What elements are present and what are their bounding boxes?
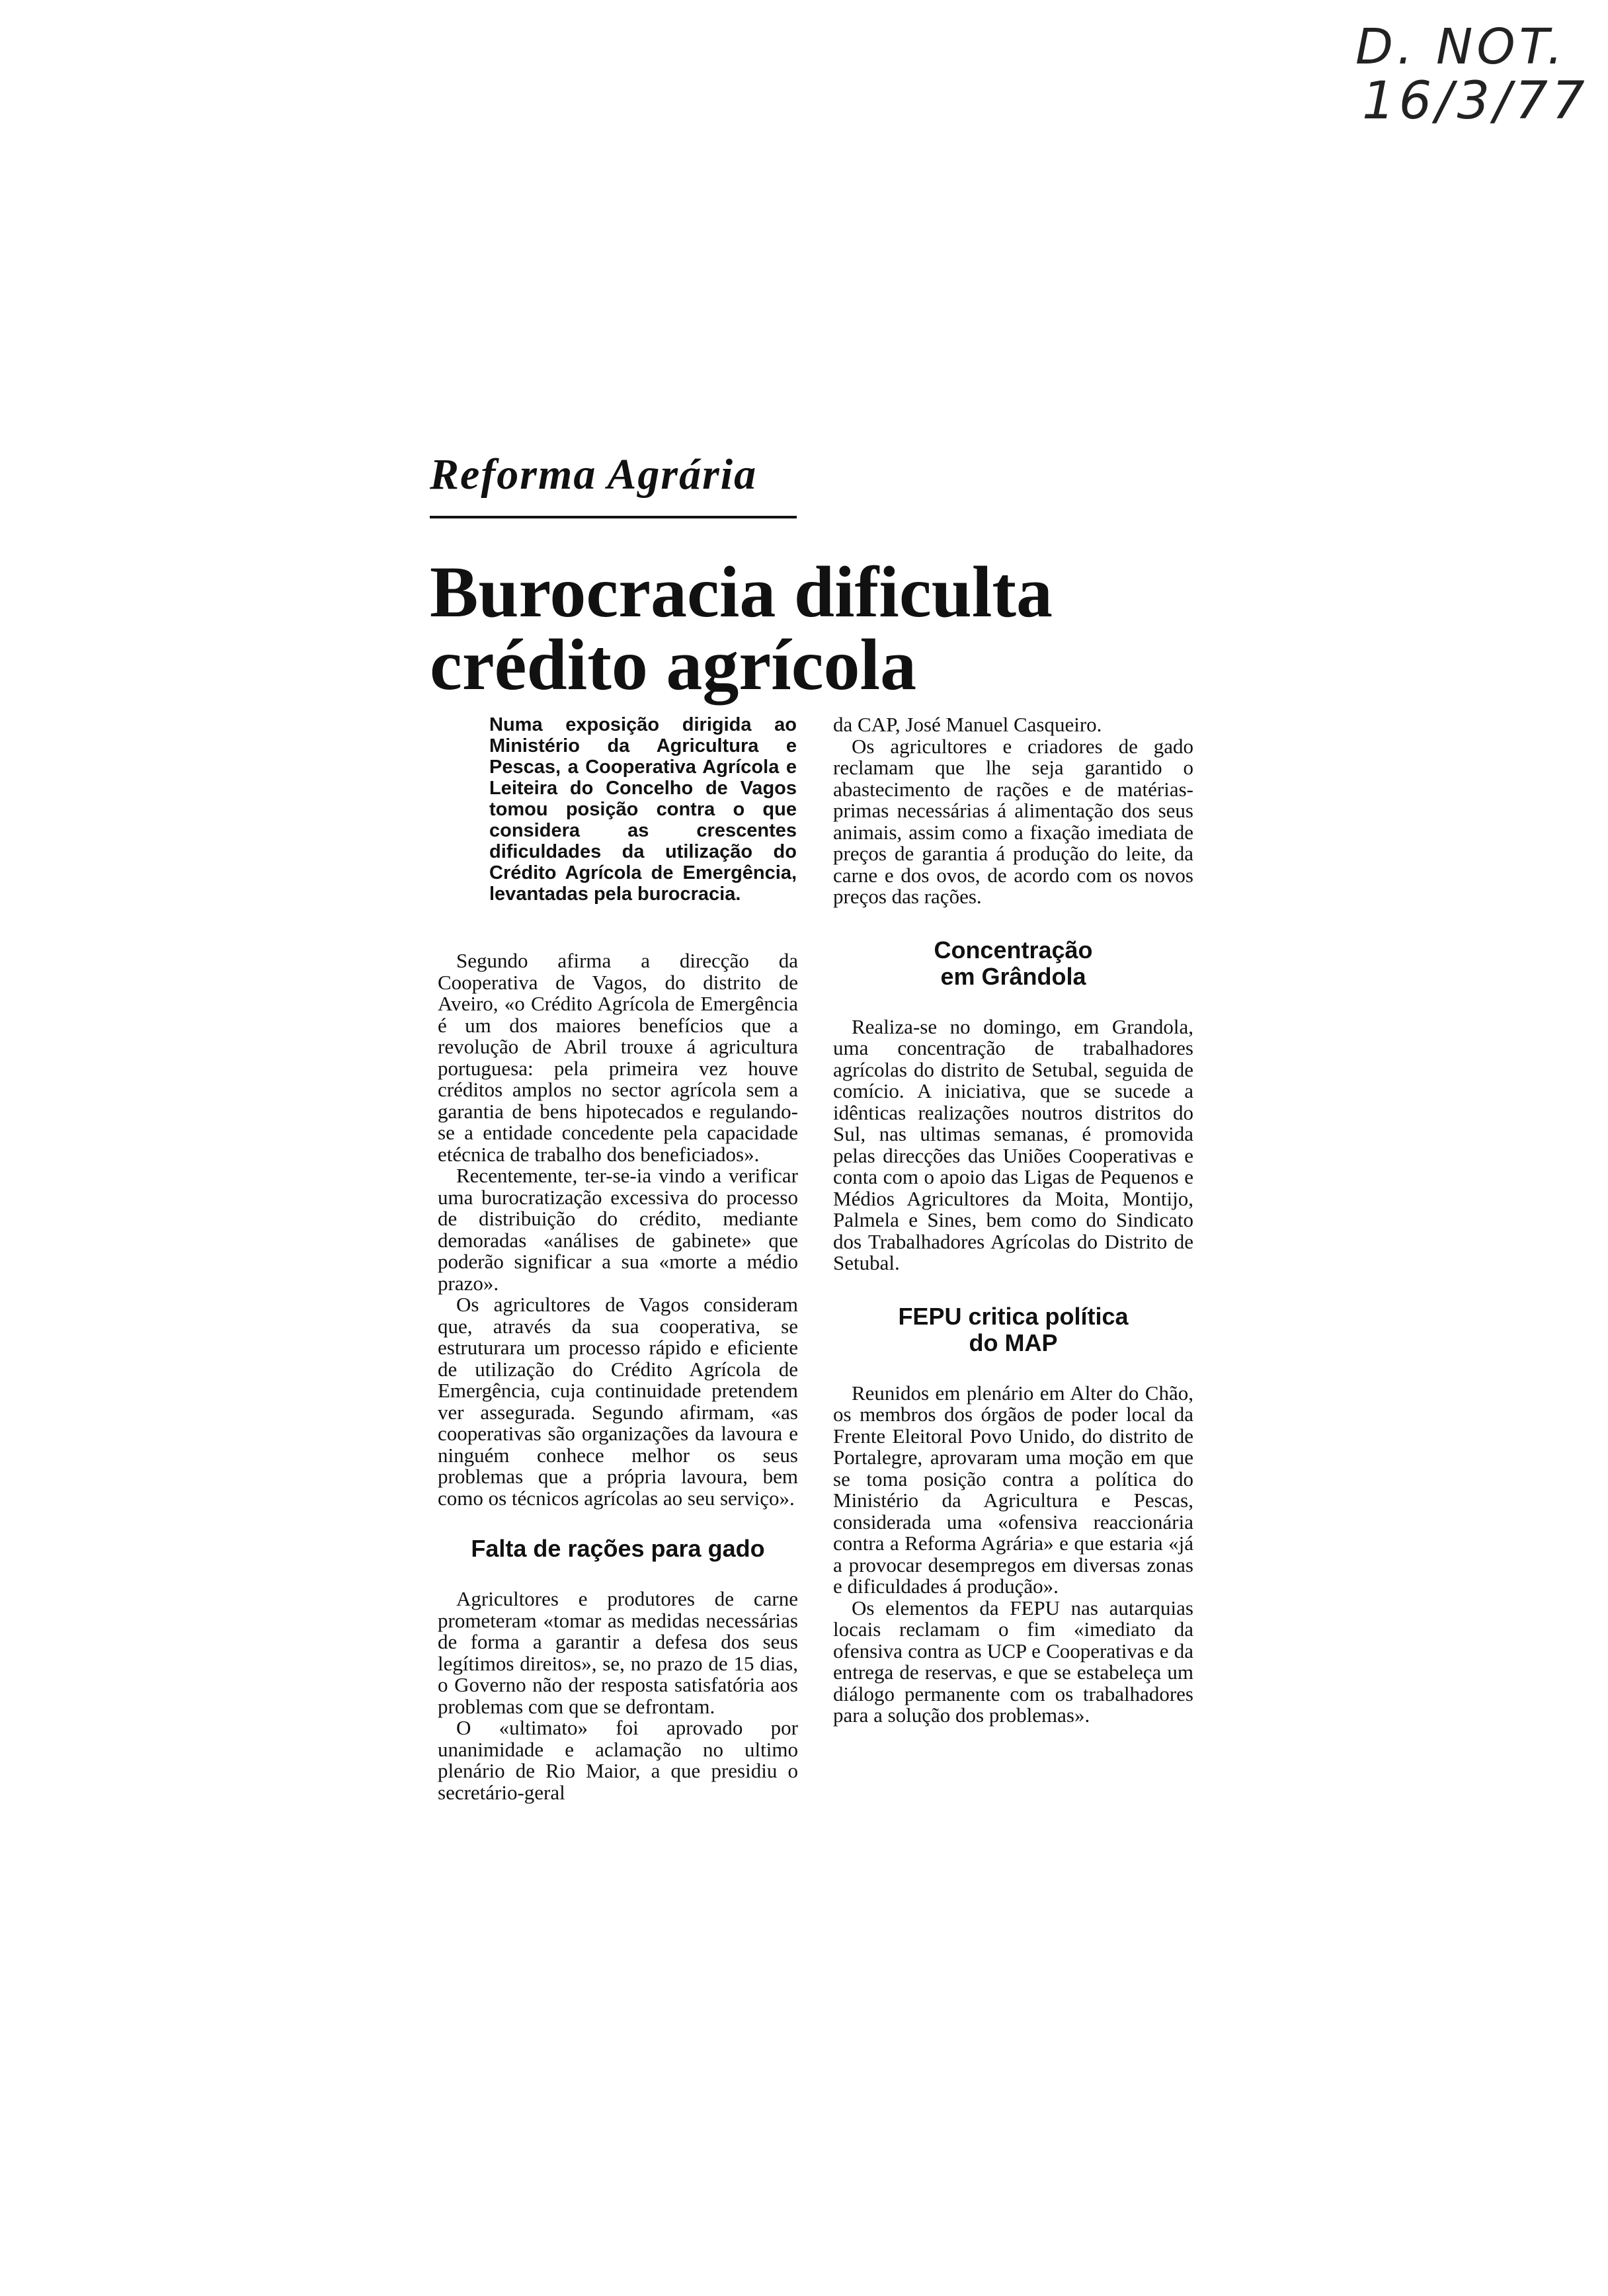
paragraph: Agricultores e produtores de carne prometeram «tomar as medidas necessárias de forma a garantir a defesa dos seus legítimos direitos», se, no prazo de 15 dias, o Governo não der resposta satisfatória aos problemas com que se defrontam. [438, 1587, 798, 1718]
article-headline [430, 552, 1124, 705]
kicker-underline [430, 516, 797, 518]
section-kicker: Reforma Agrária [430, 450, 758, 499]
right-column [833, 714, 1193, 1727]
paragraph: Os agricultores de Vagos consideram que, através da sua cooperativa, se estruturara um processo rápido e eficiente de utilização do Crédito Agrícola de Emergência, cuja continuidade pretendem ver assegurada. Segundo afirmam, «as cooperativas são organizações da lavoura e ninguém conhece melhor os seus problemas que a própria lavoura, bem como os técnicos agrícolas ao seu serviço». [438, 1293, 798, 1510]
handwritten-date-note: 16/3/77 [1362, 71, 1589, 131]
subheading-line-1: FEPU critica política [898, 1302, 1129, 1330]
subheading-fepu [833, 1303, 1193, 1356]
paragraph: Os agricultores e criadores de gado reclamam que lhe seja garantido o abastecimento de rações e de matérias-primas necessárias á alimentação dos seus animais, assim como a fixação imediata de preços de garantia á produção do leite, da carne e dos ovos, de acordo com os novos preços das rações. [833, 734, 1193, 908]
paragraph: O «ultimato» foi aprovado por unanimidade e aclamação no ultimo plenário de Rio Maior, a que presidiu o secretário-geral [438, 1716, 798, 1804]
paragraph-continuation: da CAP, José Manuel Casqueiro. [833, 713, 1102, 736]
paragraph: Reunidos em plenário em Alter do Chão, os membros dos órgãos de poder local da Frente Eleitoral Povo Unido, do distrito de Portalegre, aprovaram uma moção em que se toma posição contra a política do Ministério da Agricultura e Pescas, considerada uma «ofensiva reaccionária contra a Reforma Agrária» e que estaria «já a provocar desempregos em diversas zonas e dificuldades á produção». [833, 1381, 1193, 1598]
paragraph: Realiza-se no domingo, em Grandola, uma concentração de trabalhadores agrícolas do distrito de Setubal, seguida de comício. A iniciativa, que se sucede a idênticas realizações noutros distritos do Sul, nas ultimas semanas, é promovida pelas direcções das Uniões Cooperativas e conta com o apoio das Ligas de Pequenos e Médios Agricultores da Moita, Montijo, Palmela e Sines, bem como do Sindicato dos Trabalhadores Agrícolas do Distrito de Setubal. [833, 1014, 1193, 1274]
paragraph: Recentemente, ter-se-ia vindo a verificar uma burocratização excessiva do processo de distribuição do crédito, mediante demoradas «análises de gabinete» que poderão significar a sua «morte a médio prazo». [438, 1164, 798, 1295]
paragraph: Segundo afirma a direcção da Cooperativa de Vagos, do distrito de Aveiro, «o Crédito Agrícola de Emergência é um dos maiores benefícios que a revolução de Abril trouxe á agricultura portuguesa: pela primeira vez houve créditos amplos no sector agrícola sem a garantia de bens hipotecados e regulando-se a entidade concedente pela capacidade etécnica de trabalho dos beneficiados». [438, 949, 798, 1166]
handwritten-source-note: D. NOT. [1355, 19, 1567, 75]
subheading-line-2: do MAP [969, 1329, 1058, 1356]
subheading-line-2: em Grândola [940, 962, 1086, 990]
headline-line-2: crédito agrícola [430, 624, 917, 705]
subheading-concentracao [833, 937, 1193, 990]
left-column [438, 950, 798, 1803]
paragraph: Os elementos da FEPU nas autarquias locais reclamam o fim «imediato da ofensiva contra as UCP e Cooperativas e da entrega de reservas, e que se estabeleça um diálogo permanente com os trabalhadores para a solução dos problemas». [833, 1596, 1193, 1727]
article-lead: Numa exposição dirigida ao Ministério da Agricultura e Pescas, a Cooperativa Agrícola e Leiteira do Concelho de Vagos tomou posição contra o que considera as crescentes dificuldades da utilização do Crédito Agrícola de Emergência, levantadas pela burocracia. [489, 714, 797, 905]
headline-line-1: Burocracia dificulta [430, 552, 1053, 632]
subheading-falta-de-racoes: Falta de rações para gado [471, 1535, 765, 1562]
subheading-line-1: Concentração [934, 936, 1093, 964]
